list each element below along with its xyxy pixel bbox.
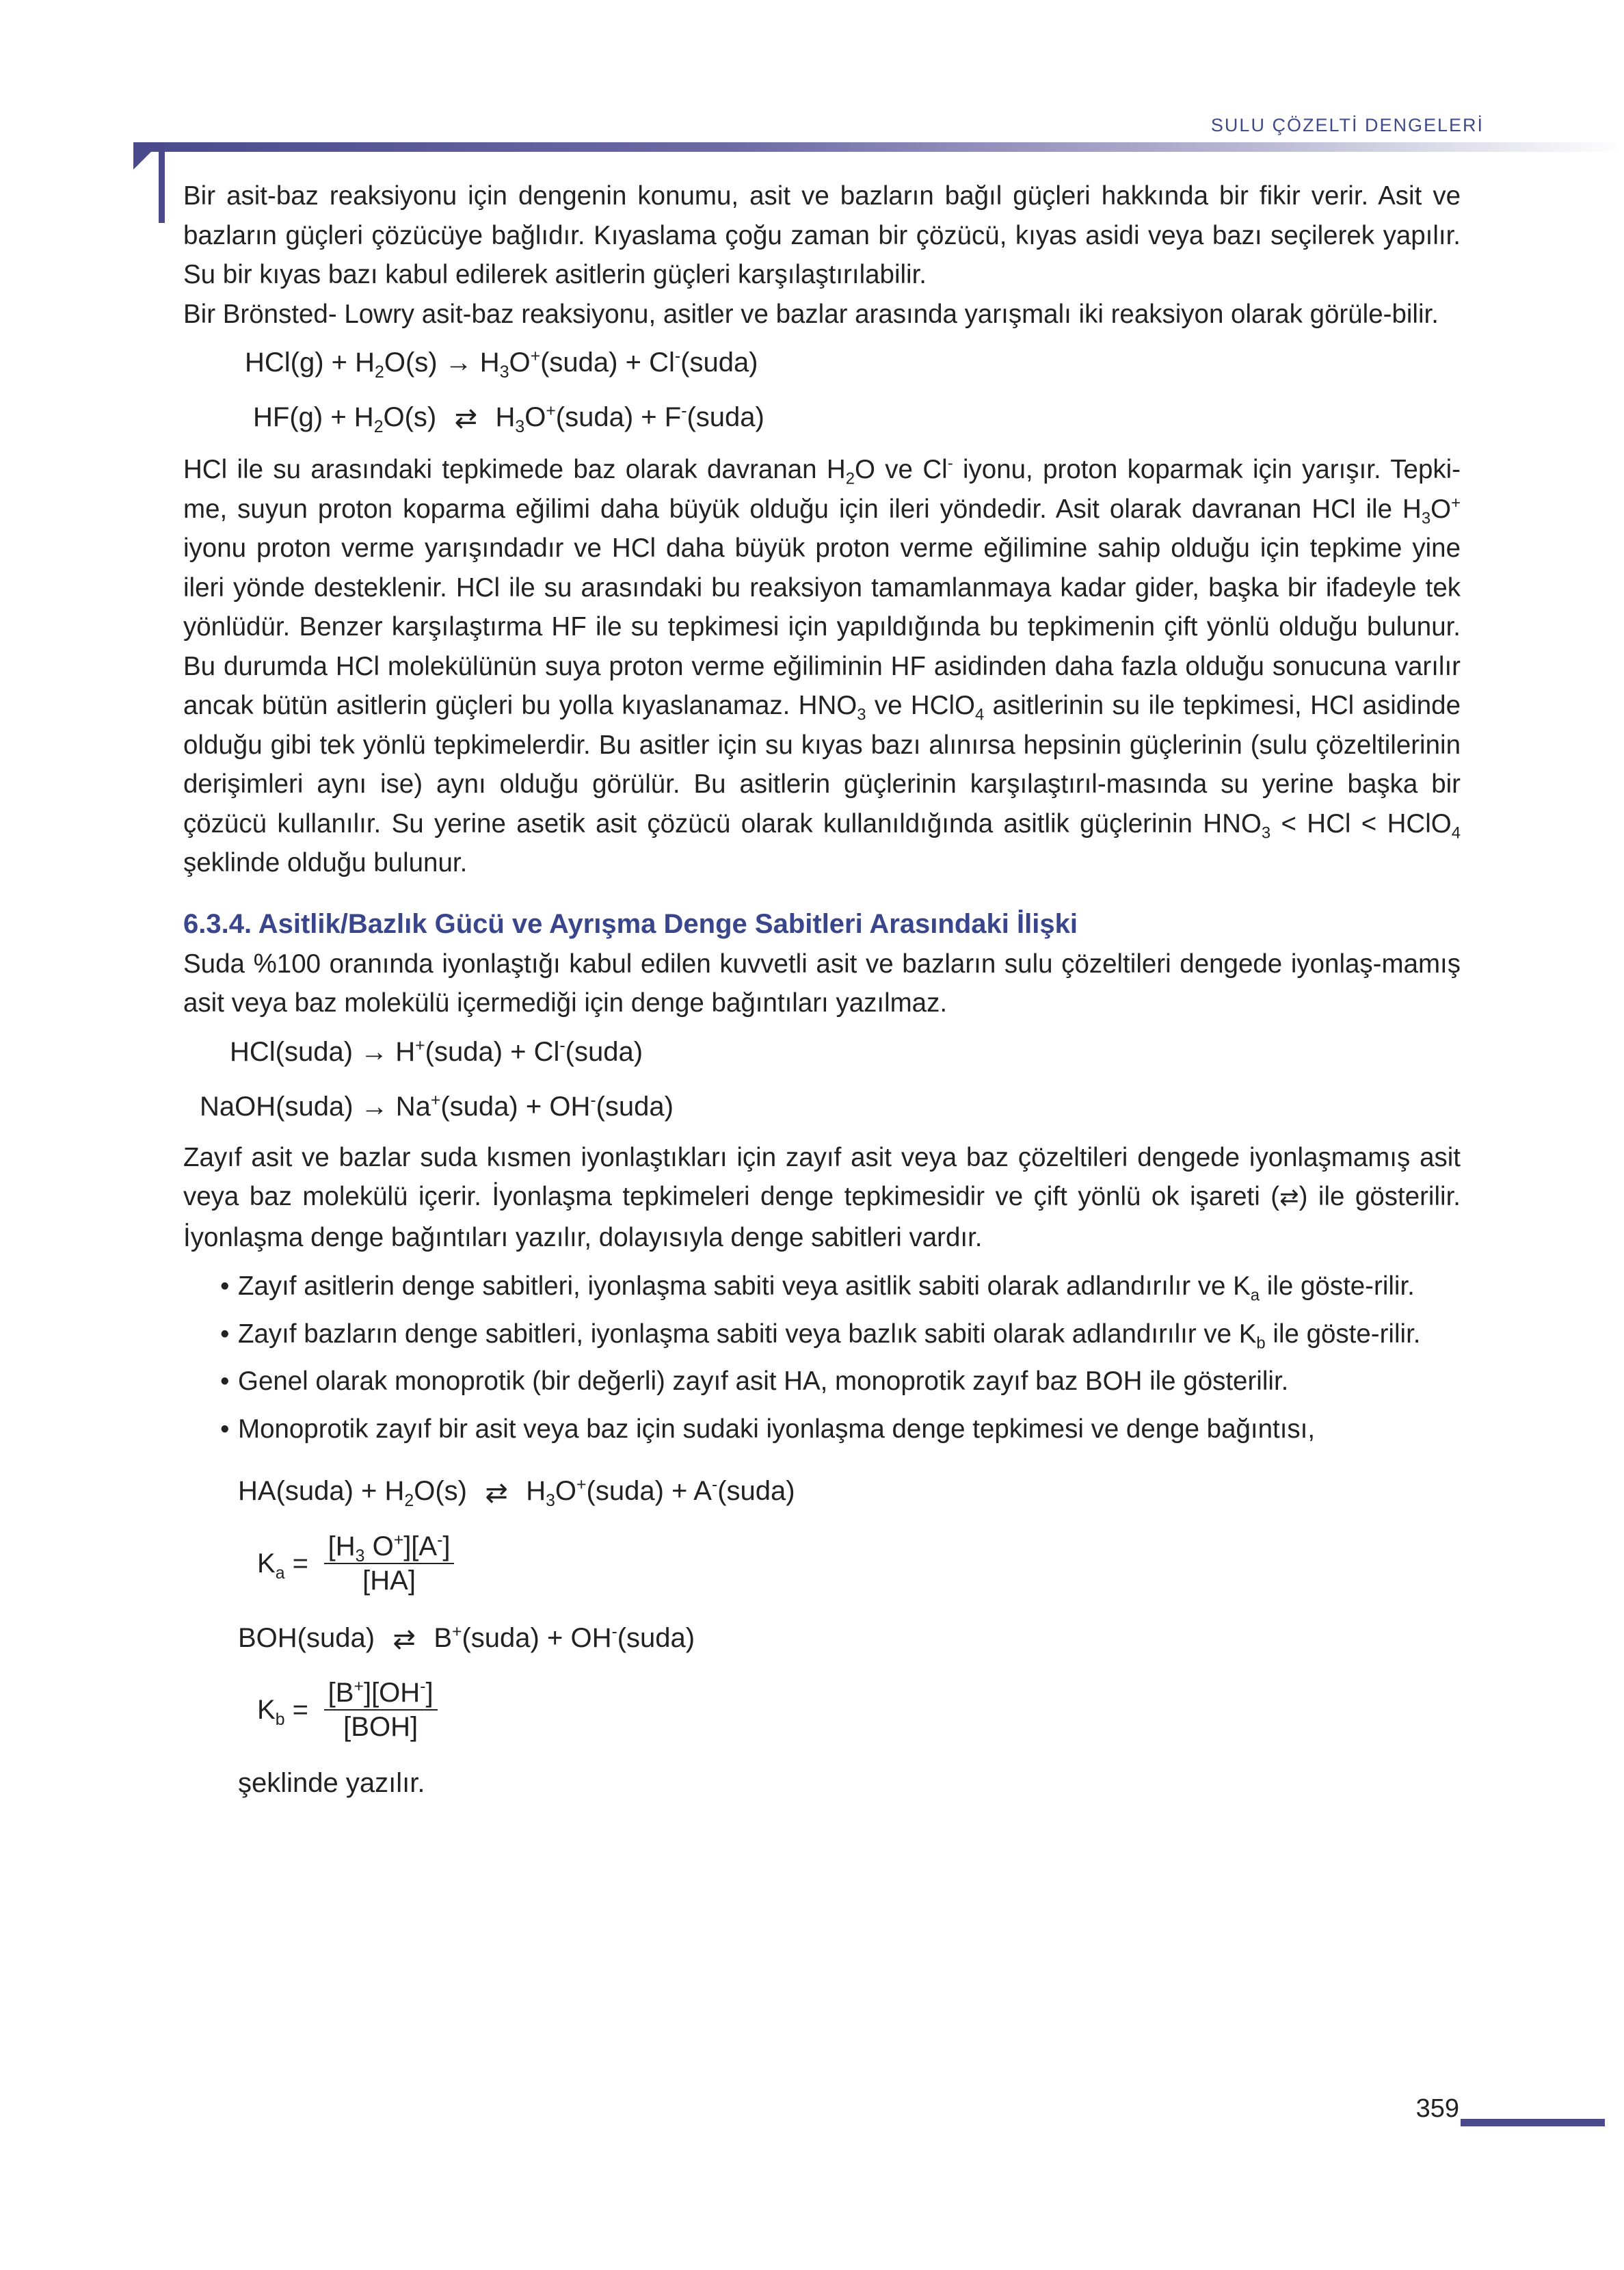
header-tick	[159, 142, 165, 223]
section-heading: 6.3.4. Asitlik/Bazlık Gücü ve Ayrışma Denge Sabitleri Arasındaki İlişki	[183, 908, 1078, 939]
equation-naoh-ionization: NaOH(suda) → Na+(suda) + OH-(suda)	[200, 1091, 674, 1122]
equation-hcl-ionization: HCl(suda) → H+(suda) + Cl-(suda)	[230, 1036, 643, 1067]
page-number: 359	[1415, 2094, 1459, 2123]
equation-hf-water: $HF(g) + H_2O(s)$ ⇄ $H_3O^+(suda)$ + F-(suda)	[253, 401, 764, 436]
ka-fraction: $\frac{[H_3 O^+][A^-]}{[HA]}$	[324, 1531, 455, 1596]
equation-hcl-water: $HCl(g) + H_2O(s)$ → $H_3O^+(suda)$ + Cl-(suda)	[245, 347, 758, 382]
equilibrium-arrow-icon: ⇄	[392, 1624, 416, 1655]
equation-group-1	[183, 334, 1461, 446]
kb-fraction: $\frac{[B^+][OH^-]}{\text{[BOH]}}$	[324, 1678, 438, 1742]
ka-expression: $K_a$ = $\frac{[H_3 O^+][A^-]}{[HA]}$	[238, 1531, 1461, 1596]
constants-list	[183, 1267, 1461, 1449]
intro-paragraph-2: Bir Brönsted- Lowry asit-baz reaksiyonu, asitler ve bazlar arasında yarışmalı iki reaksiyon olarak görüle-bilir.	[183, 299, 1439, 329]
list-item: • Zayıf asitlerin denge sabitleri, iyonlaşma sabiti veya asitlik sabiti olarak adlandırılır ve $K_a$ ile göste-rilir.	[220, 1267, 1461, 1306]
equation-group-3	[183, 1457, 1461, 1798]
equilibrium-arrow-icon: ⇄	[1279, 1185, 1299, 1211]
equation-boh-ionization: BOH(suda) ⇄ B+(suda) + OH-(suda)	[238, 1622, 695, 1655]
list-item: • Monoprotik zayıf bir asit veya baz için sudaki iyonlaşma denge tepkimesi ve denge bağıntısı,	[220, 1410, 1461, 1449]
header-rule-corner	[133, 142, 161, 170]
header-rule	[133, 142, 1624, 152]
weak-acid-paragraph: Zayıf asit ve bazlar suda kısmen iyonlaştıkları için zayıf asit veya baz çözeltileri dengede iyonlaşmamış asit veya baz molekülü içerir. İyonlaşma tepkimeleri denge tepkimesidir ve çift yönlü ok işareti (⇄) ile gösterilir. İyonlaşma denge bağıntıları yazılır, dolayısıyla denge sabitleri vardır.	[183, 1142, 1461, 1252]
closing-text: şeklinde yazılır.	[238, 1768, 425, 1799]
equation-group-2	[183, 1023, 1461, 1134]
equation-ha-ionization: HA(suda) + $H_2O(s)$ ⇄ $H_3O^+(suda)$ + A-(suda)	[238, 1476, 795, 1511]
kb-expression: $K_b$ = $\frac{[B^+][OH^-]}{\text{[BOH]}}$	[238, 1678, 1461, 1742]
intro-paragraph-1: Bir asit-baz reaksiyonu için dengenin konumu, asit ve bazların bağıl güçleri hakkında bir fikir verir. Asit ve bazların güçleri çözücüye bağlıdır. Kıyaslama çoğu zaman bir çözücü, kıyas asidi veya bazı seçilerek yapılır. Su bir kıyas bazı kabul edilerek asitlerin güçleri karşılaştırılabilir.	[183, 181, 1461, 289]
equilibrium-arrow-icon: ⇄	[485, 1477, 508, 1508]
strong-acid-paragraph: Suda %100 oranında iyonlaştığı kabul edilen kuvvetli asit ve bazların sulu çözeltileri dengede iyonlaş-mamış asit veya baz molekülü içermediği için denge bağıntıları yazılmaz.	[183, 949, 1461, 1018]
page-number-bar	[1461, 2119, 1605, 2126]
equilibrium-arrow-icon: ⇄	[454, 404, 478, 434]
list-item: • Genel olarak monoprotik (bir değerli) zayıf asit HA, monoprotik zayıf baz BOH ile gösterilir.	[220, 1362, 1461, 1401]
page-content	[183, 176, 1461, 1798]
running-header: SULU ÇÖZELTİ DENGELERİ	[1210, 115, 1484, 135]
list-item: • Zayıf bazların denge sabitleri, iyonlaşma sabiti veya bazlık sabiti olarak adlandırılır ve $K_b$ ile göste-rilir.	[220, 1315, 1461, 1354]
discussion-paragraph: HCl ile su arasındaki tepkimede baz olarak davranan $H_2O$ ve Cl- iyonu, proton koparmak için yarışır. Tepki-me, suyun proton koparma eğilimi daha büyük olduğu için ileri yöndedir. Asit olarak davranan HCl ile $H_3O^+$ iyonu proton verme yarışındadır ve HCl daha büyük proton verme eğilimine sahip olduğu için tepkime yine ileri yönde desteklenir. HCl ile su arasındaki bu reaksiyon tamamlanmaya kadar gider, başka bir ifadeyle tek yönlüdür. Benzer karşılaştırma HF ile su tepkimesi için yapıldığında bu tepkimenin çift yönlü olduğu bulunur. Bu durumda HCl molekülünün suya proton verme eğiliminin HF asidinden daha fazla olduğu sonucuna varılır ancak bütün asitlerin güçleri bu yolla kıyaslanamaz. $HNO_3$ ve HClO$_4$ asitlerinin su ile tepkimesi, HCl asidinde olduğu gibi tek yönlü tepkimelerdir. Bu asitler için su kıyas bazı alınırsa hepsinin güçlerinin (sulu çözeltilerinin derişimleri aynı ise) aynı olduğu görülür. Bu asitlerin güçlerinin karşılaştırıl-masında su yerine başka bir çözücü kullanılır. Su yerine asetik asit çözücü olarak kullanıldığında asitlik güçlerinin $HNO_3$ < HCl < HClO$_4$ şeklinde olduğu bulunur.	[183, 454, 1461, 878]
